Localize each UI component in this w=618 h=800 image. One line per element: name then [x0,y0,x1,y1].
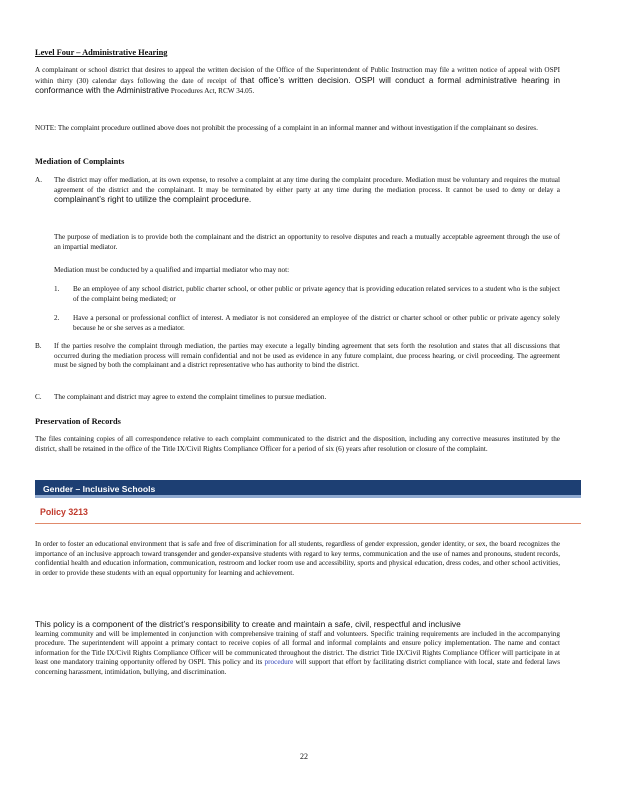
gender-paragraph-3-start: This policy and its [207,658,263,667]
gender-large-line: This policy is a component of the district’s responsibility to create and maintain a safe, civil, respectful and inclusive [35,619,461,629]
level-four-paragraph [35,66,560,97]
preservation-text: The files containing copies of all correspondence relative to each complaint communicated to the district and the disposition, including any corrective measures instituted by the district, shall be retained in the office of the Title IX/Civil Rights Compliance Officer for a period of six (6) years after resolution or closure of the complaint. [35,435,560,453]
mediation-purpose: The purpose of mediation is to provide both the complainant and the district an opportunity to resolve disputes and reach a mutually acceptable agreement through the use of an impartial mediator. [54,233,560,251]
mediation-must: Mediation must be conducted by a qualified and impartial mediator who may not: [54,266,290,274]
item-a-text-large: complainant’s right to utilize the complaint procedure. [54,194,252,205]
item-a-marker: A. [35,176,42,184]
policy-label: Policy 3213 [40,507,88,517]
item-a-text-small: The district may offer mediation, at its own expense, to resolve a complaint at any time during the complaint procedure. Mediation must be voluntary and requires the mutual agreement of the district and the complainant. It may be terminated by either party at any time during the mediation process. It cannot be used to deny or delay a [54,176,560,194]
item-b-marker: B. [35,342,42,350]
sub-item-2-marker: 2. [54,314,60,322]
item-c-text: The complainant and district may agree to extend the complaint timelines to pursue mediation. [54,393,327,401]
gender-paragraph-3-end: will support that effort by facilitating district compliance with local, state and federal laws concerning harassment, intimidation, bullying, and discrimination. [35,658,561,676]
level-four-text-large: that office’s written decision. OSPI will conduct a formal administrative hearing in conformance with the Administrative [35,74,561,96]
procedure-link[interactable]: procedure [264,658,294,667]
preservation-heading: Preservation of Records [35,417,121,426]
gender-paragraph-2-text: learning community and will be implemented in conjunction with comprehensive training of staff and volunteers. Specific training requirements are included in the accompanying procedure. The superintendent will appoint a primary contact to receive copies of all formal and informal complaints and ensure policy implementation. The name and contact information for the Title IX/Civil Rights Compliance Officer will be communicated throughout the district. The district Title IX/Civil Rights Compliance Officer will participate in at least one mandatory training opportunity offered by OSPI. [35,629,560,667]
gender-paragraph-2 [35,620,560,678]
level-four-text-end: Procedures Act, RCW 34.05. [170,87,255,96]
policy-divider [35,523,581,524]
gender-paragraph-1: In order to foster an educational environment that is safe and free of discrimination for all students, regardless of gender expression, gender identity, or sex, the board recognizes the importance of an inclusive approach toward transgender and gender-expansive students with regard to key terms, communication and the use of names and pronouns, student records, confidential health and education information, communication, restroom and locker room use and accessibility, sports and physical education, dress codes, and other school activities, in order to provide these students with an equal opportunity for learning and achievement. [35,540,560,577]
item-c-marker: C. [35,393,42,401]
item-a-text [54,176,560,206]
sub-item-1-marker: 1. [54,285,60,293]
item-b-text: If the parties resolve the complaint through mediation, the parties may execute a legally binding agreement that sets forth the resolution and states that all discussions that occurred during the mediation process will remain confidential and not be used as evidence in any future complaint, due process hearing, or civil proceeding. The agreement must be signed by both the complainant and a district representative who has authority to bind the district. [54,342,560,370]
note-paragraph: NOTE: The complaint procedure outlined above does not prohibit the processing of a complaint in an informal manner and without investigation if the complainant so desires. [35,124,538,132]
level-four-heading: Level Four – Administrative Hearing [35,48,168,57]
section-banner: Gender – Inclusive Schools [35,480,581,498]
mediation-heading: Mediation of Complaints [35,157,125,166]
level-four-text-small: A complainant or school district that desires to appeal the written decision of the Office of the Superintendent of Public Instruction may file a written notice of appeal with OSPI within thirty (30) calendar days following the date of receipt of [35,66,560,85]
page-number: 22 [300,752,308,761]
sub-item-2-text: Have a personal or professional conflict of interest. A mediator is not considered an employee of the district or charter school or other public or private agency solely because he or she serves as a mediator. [73,314,560,332]
sub-item-1-text: Be an employee of any school district, public charter school, or other public or private agency that is providing education related services to a student who is the subject of the complaint being mediated; or [73,285,560,303]
